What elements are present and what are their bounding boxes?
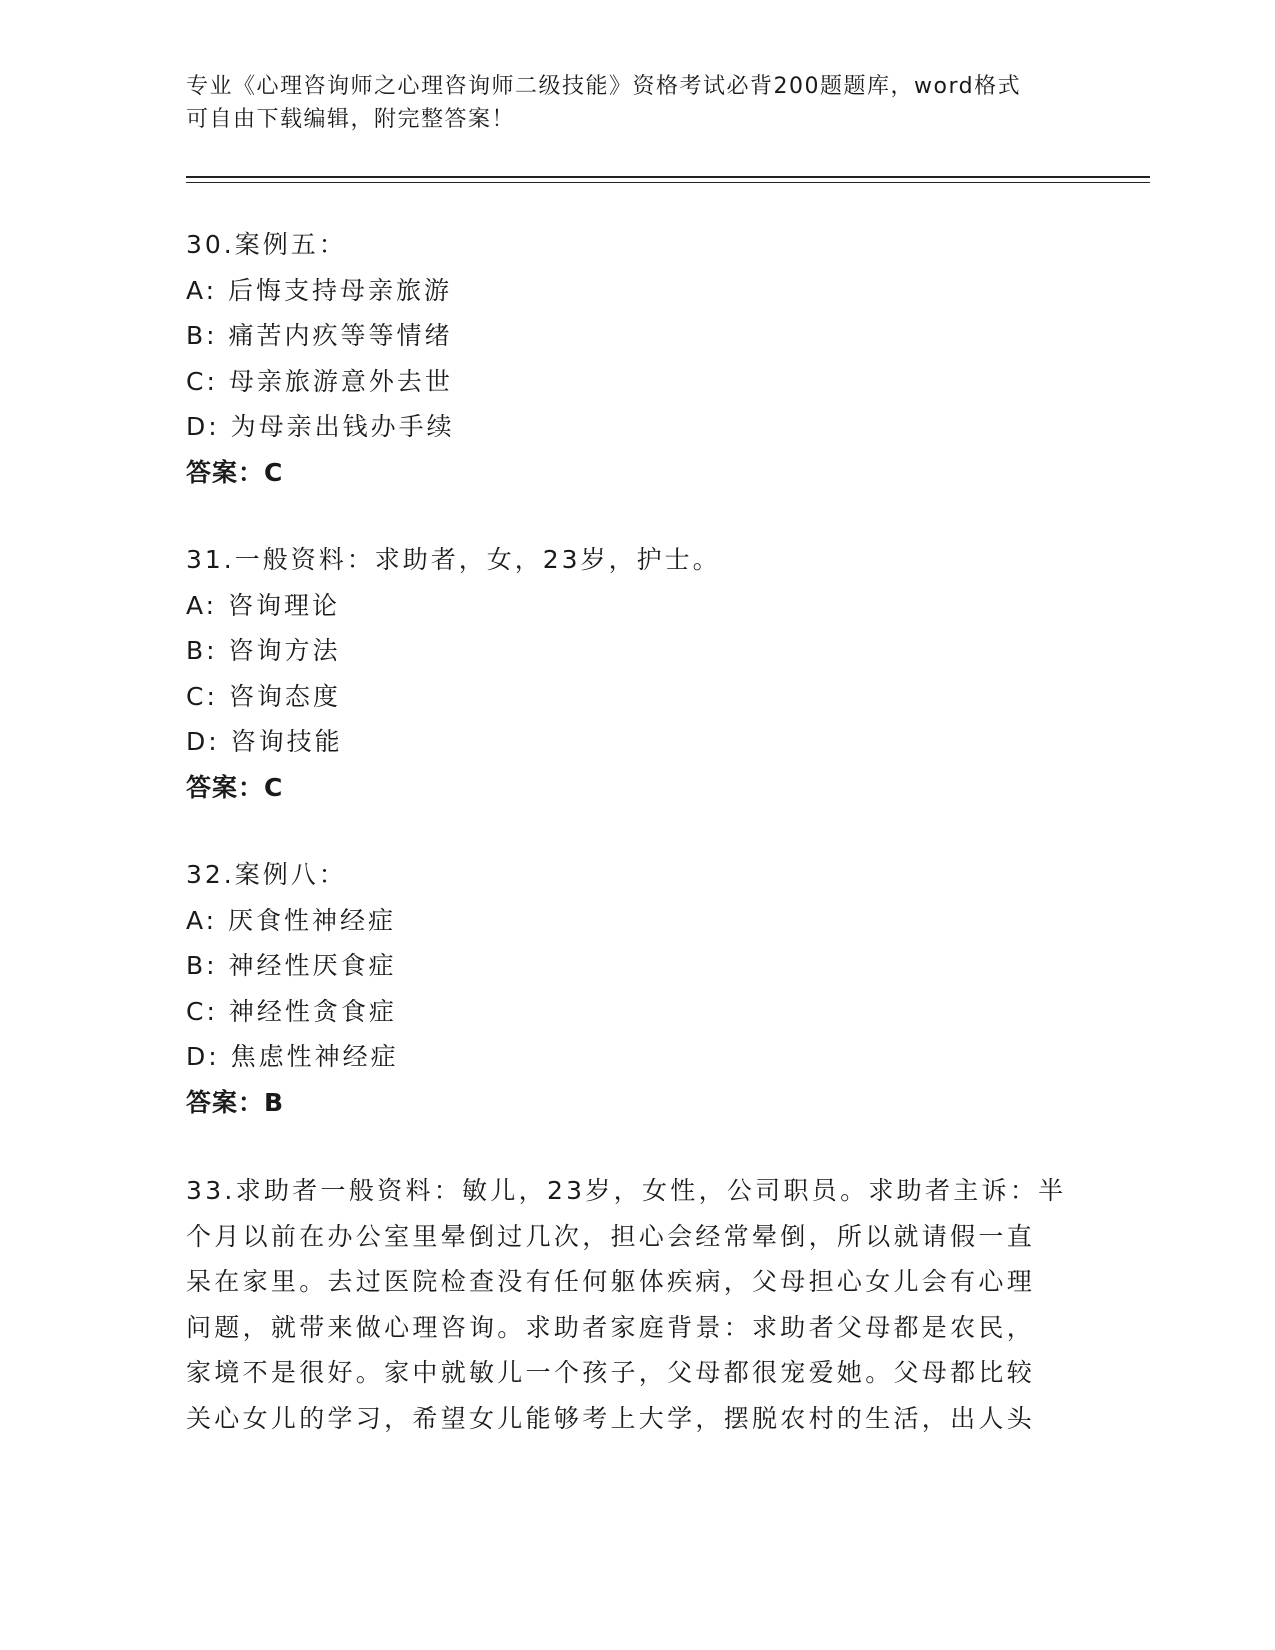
option-c: C: 母亲旅游意外去世 [186, 366, 453, 396]
header-line-1: 专业《心理咨询师之心理咨询师二级技能》资格考试必背200题题库，word格式 [186, 74, 1022, 99]
paragraph-line: 个月以前在办公室里晕倒过几次，担心会经常晕倒，所以就请假一直 [186, 1221, 1036, 1251]
question-title: 31.一般资料：求助者，女，23岁，护士。 [186, 545, 721, 574]
option-d: D: 为母亲出钱办手续 [186, 412, 455, 441]
paragraph-line: 家境不是很好。家中就敏儿一个孩子，父母都很宠爱她。父母都比较 [186, 1358, 1036, 1387]
answer: 答案：B [186, 1087, 285, 1117]
option-b: B: 痛苦内疚等等情绪 [186, 321, 453, 350]
question-32 [186, 852, 1086, 1125]
option-c: C: 咨询态度 [186, 681, 341, 711]
option-a: A: 厌食性神经症 [186, 905, 397, 935]
option-a: A: 后悔支持母亲旅游 [186, 275, 453, 305]
option-d: D: 焦虑性神经症 [186, 1042, 399, 1071]
document-header [186, 70, 1086, 136]
question-33 [186, 1168, 1086, 1441]
header-line-2: 可自由下载编辑，附完整答案！ [186, 107, 516, 132]
question-31 [186, 537, 1086, 810]
question-title: 32.案例八： [186, 860, 347, 889]
paragraph-line: 33.求助者一般资料：敏儿，23岁，女性，公司职员。求助者主诉：半 [186, 1176, 1067, 1205]
paragraph-line: 呆在家里。去过医院检查没有任何躯体疾病，父母担心女儿会有心理 [186, 1267, 1036, 1296]
answer: 答案：C [186, 772, 284, 802]
question-title: 30.案例五： [186, 230, 347, 259]
question-30 [186, 222, 1086, 495]
option-a: A: 咨询理论 [186, 590, 341, 620]
option-b: B: 神经性厌食症 [186, 951, 397, 980]
header-divider-thin [186, 182, 1150, 183]
answer: 答案：C [186, 457, 284, 487]
option-d: D: 咨询技能 [186, 727, 343, 756]
paragraph-line: 问题，就带来做心理咨询。求助者家庭背景：求助者父母都是农民， [186, 1312, 1036, 1342]
option-c: C: 神经性贪食症 [186, 996, 397, 1026]
option-b: B: 咨询方法 [186, 636, 341, 665]
header-divider-thick [186, 176, 1150, 178]
paragraph-line: 关心女儿的学习，希望女儿能够考上大学，摆脱农村的生活，出人头 [186, 1403, 1036, 1433]
